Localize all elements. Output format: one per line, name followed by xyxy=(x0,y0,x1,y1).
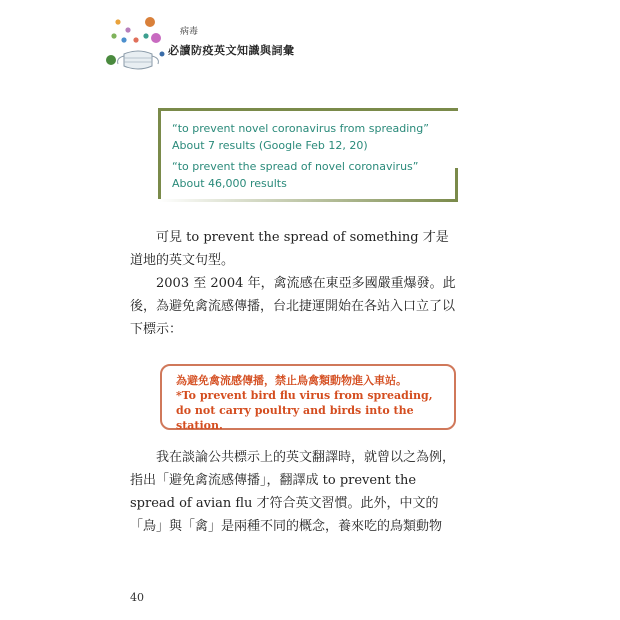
box-border-top xyxy=(158,108,458,111)
sign-english-text: *To prevent bird flu virus from spreading, do not carry poultry and birds into the station. xyxy=(176,389,433,432)
search-results-box xyxy=(158,108,458,202)
paragraph-2: 2003 至 2004 年，禽流感在東亞多國嚴重爆發。此後，為避免禽流感傳播，台北捷運開始在各站入口立了以下標示： xyxy=(130,276,456,337)
header-decoration xyxy=(100,8,170,78)
paragraph-3: 我在談論公共標示上的英文翻譯時，就曾以之為例，指出「避免禽流感傳播」，翻譯成 to prevent the spread of avian flu 才符合英文習慣。此外，中文的「鳥」與「禽」是兩種不同的概念，養來吃的鳥類動物 xyxy=(130,450,456,534)
virus-mask-illustration xyxy=(100,8,170,78)
box-border-right xyxy=(455,168,458,202)
header-tag: 病毒 xyxy=(180,27,199,37)
result-line-1: “to prevent novel coronavirus from spreading” About 7 results (Google Feb 12, 20) xyxy=(172,122,429,152)
header-subtitle: 必讀防疫英文知識與詞彙 xyxy=(168,44,295,57)
station-sign-box xyxy=(160,364,456,430)
paragraph-1: 可見 to prevent the spread of something 才是道地的英文句型。 xyxy=(130,230,449,268)
box-border-left xyxy=(158,108,161,202)
sign-chinese-text: 為避免禽流感傳播，禁止鳥禽類動物進入車站。 xyxy=(176,374,407,387)
box-border-bottom xyxy=(158,199,458,202)
page-number: 40 xyxy=(130,591,144,604)
result-line-2: “to prevent the spread of novel coronavirus” About 46,000 results xyxy=(172,160,419,190)
